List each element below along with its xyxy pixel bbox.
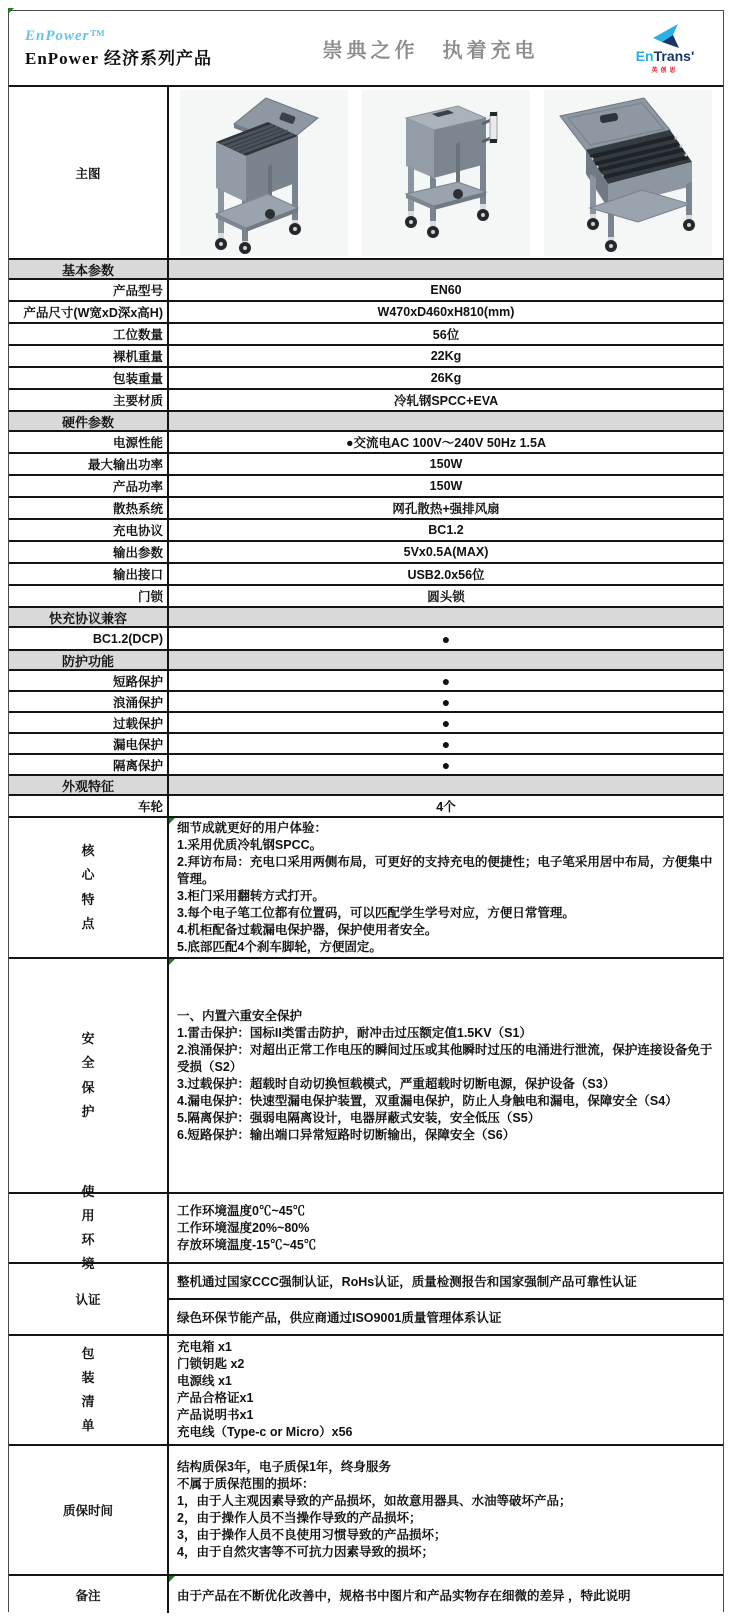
section-title: 外观特征 — [9, 776, 169, 794]
row-value: 26Kg — [430, 371, 462, 385]
row-value: 圆头锁 — [427, 590, 465, 604]
spec-row — [9, 628, 723, 651]
spec-row — [9, 346, 723, 368]
image-row — [9, 87, 723, 260]
supported-dot: ● — [441, 630, 451, 647]
safety-protection-text: 一、内置六重安全保护 1.雷击保护：国标II类雷击防护，耐冲击过压额定值1.5KV（S1） 2.浪涌保护：对超出正常工作电压的瞬间过压或其他瞬时过压的电涌进行泄流，保护连接设备免于受损（S2） 3.过载保护：超载时自动切换恒载模式，严重超载时切断电源，保护设备（S3） 4.漏电保护：快速型漏电保护装置，双重漏电保护，防止人身触电和漏电，保障安全（S4） 5.隔离保护：强弱电隔离设计，电器屏蔽式安装，安全低压（S5） 6.短路保护：输出端口异常短路时切断输出，保障安全（S6） — [169, 959, 723, 1192]
section-header-row — [9, 651, 723, 671]
row-value: EN60 — [430, 283, 462, 297]
row-label: 隔离保护 — [9, 755, 169, 774]
supported-dot: ● — [441, 672, 451, 689]
section-header-row — [9, 608, 723, 628]
product-render-2 — [362, 90, 530, 256]
row-label: 最大输出功率 — [9, 454, 169, 474]
packing-list-row — [9, 1336, 723, 1446]
section-header-row — [9, 260, 723, 280]
product-images — [169, 87, 723, 258]
spec-row — [9, 734, 723, 755]
cell-flag-icon — [169, 818, 175, 824]
spec-table — [9, 85, 723, 1613]
brand-script: EnPower™ — [25, 28, 106, 44]
warranty-row — [9, 1446, 723, 1576]
spec-row — [9, 671, 723, 692]
spec-row — [9, 796, 723, 818]
section-title: 快充协议兼容 — [9, 608, 169, 626]
document-frame — [8, 10, 724, 1612]
row-label: 车轮 — [9, 796, 169, 816]
row-value: 5Vx0.5A(MAX) — [403, 545, 489, 559]
entrans-logo — [619, 22, 711, 74]
slogan-text: 崇典之作 执着充电 — [322, 39, 539, 62]
row-label: 使用环境 — [9, 1194, 169, 1262]
row-label: 认证 — [9, 1264, 169, 1334]
product-render-1 — [180, 90, 348, 256]
row-label: 主要材质 — [9, 390, 169, 410]
entrans-logo-subtext: 英创思 — [651, 68, 679, 74]
environment-row — [9, 1183, 723, 1272]
row-label: 过载保护 — [9, 713, 169, 732]
row-label: 浪涌保护 — [9, 692, 169, 711]
spec-row — [9, 520, 723, 542]
section-spacer — [169, 260, 723, 278]
section-title: 硬件参数 — [9, 412, 169, 430]
section-spacer — [169, 608, 723, 626]
row-label: 产品型号 — [9, 280, 169, 300]
row-value: 网孔散热+强排风扇 — [392, 502, 500, 516]
supported-dot: ● — [441, 756, 451, 773]
spec-row — [9, 454, 723, 476]
row-value: USB2.0x56位 — [407, 568, 485, 582]
product-render-3 — [544, 90, 712, 256]
core-features-row — [9, 818, 723, 959]
spec-row — [9, 476, 723, 498]
row-value: ●交流电AC 100V～240V 50Hz 1.5A — [346, 436, 546, 450]
section-header-row — [9, 412, 723, 432]
certification-text: 整机通过国家CCC强制认证，RoHs认证，质量检测报告和国家强制产品可靠性认证 绿色环保节能产品，供应商通过ISO9001质量管理体系认证 — [169, 1264, 723, 1334]
brand-block — [25, 27, 212, 69]
spec-row — [9, 542, 723, 564]
supported-dot: ● — [441, 735, 451, 752]
spec-row — [9, 586, 723, 608]
section-header-row — [9, 776, 723, 796]
row-label: 输出参数 — [9, 542, 169, 562]
spec-row — [9, 692, 723, 713]
row-value: 150W — [429, 457, 463, 471]
spec-row — [9, 368, 723, 390]
warranty-text: 结构质保3年，电子质保1年，终身服务 不属于质保范围的损坏： 1，由于人主观因素导致的产品损坏，如故意用器具、水油等破坏产品； 2，由于操作人员不当操作导致的产品损坏； 3，由于操作人员不良使用习惯导致的产品损坏； 4，由于自然灾害等不可抗力因素导致的损坏； — [177, 1460, 572, 1559]
row-label: 核心特点 — [9, 818, 169, 957]
row-label: 质保时间 — [9, 1446, 169, 1574]
row-label: 门锁 — [9, 586, 169, 606]
page-title: EnPower 经济系列产品 — [25, 48, 212, 68]
spec-row — [9, 302, 723, 324]
remark-text: 由于产品在不断优化改善中，规格书中图片和产品实物存在细微的差异 ，特此说明 — [169, 1576, 723, 1613]
row-value: 150W — [429, 479, 463, 493]
environment-text: 工作环境温度0℃~45℃ 工作环境湿度20%~80% 存放环境温度-15℃~45℃ — [177, 1203, 317, 1252]
row-value: W470xD460xH810(mm) — [377, 305, 515, 319]
cell-flag-icon — [169, 959, 175, 965]
remark-row — [9, 1576, 723, 1613]
spec-row — [9, 713, 723, 734]
row-label: 短路保护 — [9, 671, 169, 690]
packing-list-text: 充电箱 x1 门锁钥匙 x2 电源线 x1 产品合格证x1 产品说明书x1 充电线（Type-c or Micro）x56 — [177, 1340, 353, 1439]
row-label: 散热系统 — [9, 498, 169, 518]
row-label: 产品功率 — [9, 476, 169, 496]
spec-row — [9, 755, 723, 776]
section-spacer — [169, 776, 723, 794]
row-value: BC1.2 — [428, 523, 464, 537]
supported-dot: ● — [441, 714, 451, 731]
spec-row — [9, 390, 723, 412]
row-value: 冷轧钢SPCC+EVA — [393, 394, 499, 408]
row-label: 主图 — [9, 87, 169, 258]
row-label: 输出接口 — [9, 564, 169, 584]
spec-row — [9, 498, 723, 520]
certification-row — [9, 1264, 723, 1336]
row-value: 22Kg — [430, 349, 462, 363]
row-label: 产品尺寸(W宽xD深x高H) — [9, 302, 169, 322]
spec-row — [9, 432, 723, 454]
safety-protection-row — [9, 959, 723, 1194]
row-label: 备注 — [9, 1576, 169, 1613]
cell-flag-icon — [169, 1576, 175, 1582]
row-label: 包装重量 — [9, 368, 169, 388]
row-value: 56位 — [432, 328, 460, 342]
section-spacer — [169, 412, 723, 430]
spec-row — [9, 280, 723, 302]
entrans-logo-icon — [647, 22, 683, 48]
row-label: 充电协议 — [9, 520, 169, 540]
spec-row — [9, 324, 723, 346]
core-features-text: 细节成就更好的用户体验： 1.采用优质冷轧钢SPCC。 2.拜访布局：充电口采用两侧布局，可更好的支持充电的便捷性；电子笔采用居中布局，方便集中管理。 3.柜门采用翻转方式打开。 3.每个电子笔工位都有位置码，可以匹配学生学号对应，方便日常管理。 4.机柜配备过载漏电保护器，保护使用者安全。 5.底部匹配4个刹车脚轮，方便固定。 — [169, 818, 723, 957]
row-value: 4个 — [436, 800, 456, 814]
spec-row — [9, 564, 723, 586]
row-label: 包装清单 — [9, 1336, 169, 1444]
row-label: 安全保护 — [9, 959, 169, 1192]
row-label: 裸机重量 — [9, 346, 169, 366]
section-spacer — [169, 651, 723, 669]
entrans-logo-text: EnTrans' — [635, 48, 695, 64]
section-title: 防护功能 — [9, 651, 169, 669]
section-title: 基本参数 — [9, 260, 169, 278]
cell-flag-icon — [8, 8, 14, 14]
row-label: BC1.2(DCP) — [9, 628, 169, 649]
row-label: 漏电保护 — [9, 734, 169, 753]
supported-dot: ● — [441, 693, 451, 710]
row-label: 电源性能 — [9, 432, 169, 452]
page-header — [9, 11, 723, 85]
row-label: 工位数量 — [9, 324, 169, 344]
